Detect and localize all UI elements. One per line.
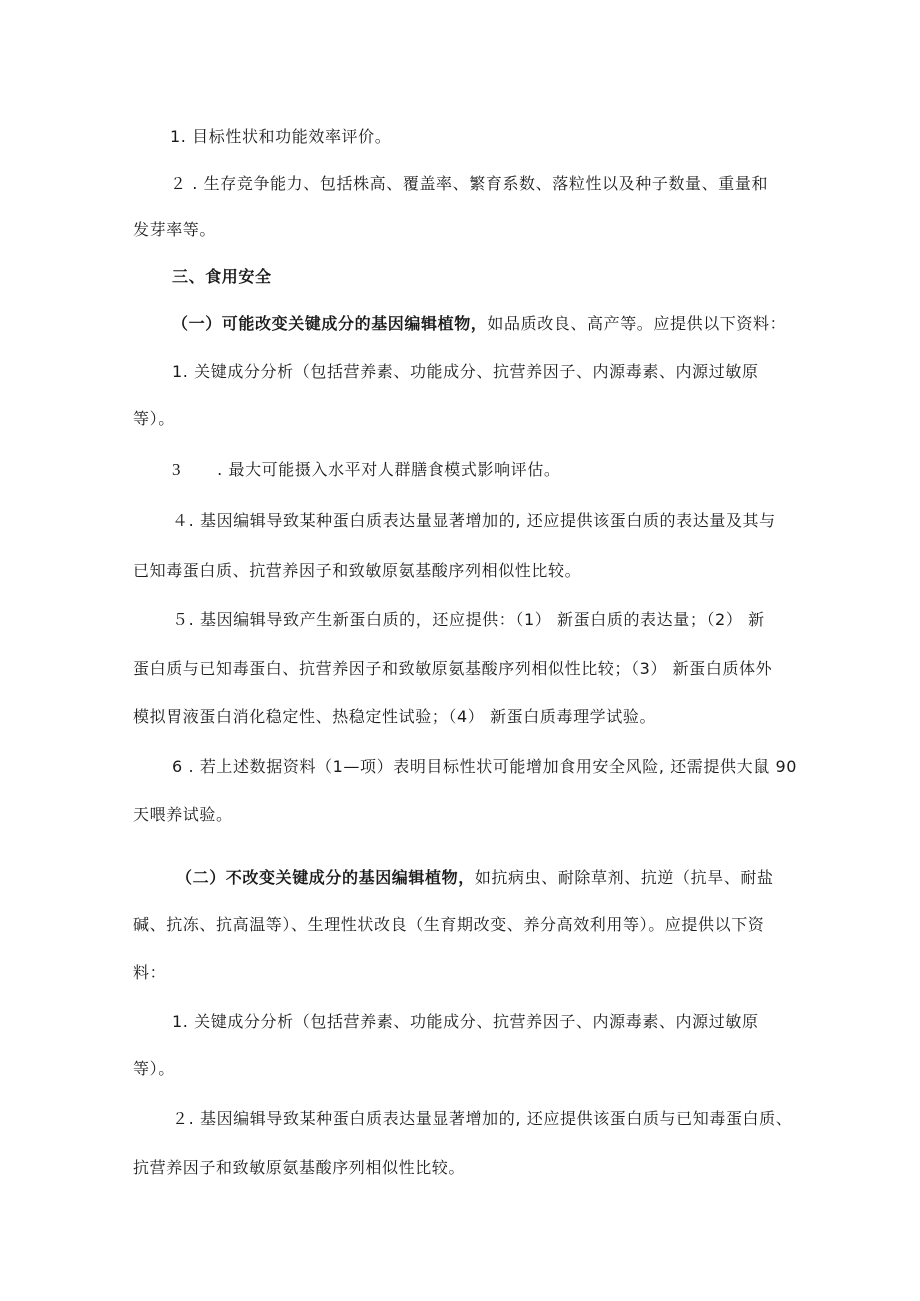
part1-item4-text: . 基因编辑导致某种蛋白质表达量显著增加的, 还应提供该蛋白质的表达量及其与 — [188, 511, 776, 530]
part2-heading-bold: （二）不改变关键成分的基因编辑植物， — [176, 868, 475, 887]
part2-item2-line2: 抗营养因子和致敏原氨基酸序列相似性比较。 — [133, 1158, 466, 1177]
section-heading-food-safety: 三、食用安全 — [172, 267, 272, 286]
part2-heading-line3: 料： — [133, 963, 167, 982]
part1-item1-line2: 等）。 — [133, 409, 175, 428]
part1-item1-line1: 1. 关键成分分析（包括营养素、功能成分、抗营养因子、内源毒素、内源过敏原 — [172, 362, 759, 381]
part1-heading — [172, 313, 786, 335]
part2-item1-line2: 等）。 — [133, 1059, 175, 1078]
part1-item6-line2: 天喂养试验。 — [133, 805, 233, 824]
survival-item-line2: 发芽率等。 — [133, 220, 217, 239]
part1-item4-line2: 已知毒蛋白质、抗营养因子和致敏原氨基酸序列相似性比较。 — [133, 561, 582, 580]
part2-item2-text: . 基因编辑导致某种蛋白质表达量显著增加的, 还应提供该蛋白质与已知毒蛋白质、 — [188, 1109, 793, 1128]
part1-item3-number: 3 — [172, 460, 182, 479]
trait-efficiency-item: 1. 目标性状和功能效率评价。 — [170, 127, 392, 146]
part1-heading-bold: （一）可能改变关键成分的基因编辑植物， — [172, 314, 488, 333]
part2-item2-number: ２ — [172, 1109, 189, 1128]
part1-item5-text: . 基因编辑导致产生新蛋白质的，还应提供：（1） 新蛋白质的表达量；（2） 新 — [188, 610, 765, 629]
part2-item1-line1: 1. 关键成分分析（包括营养素、功能成分、抗营养因子、内源毒素、内源过敏原 — [172, 1012, 759, 1031]
part1-item5-line1 — [172, 609, 765, 631]
part2-item2-line1 — [172, 1108, 792, 1130]
part1-item5-line2: 蛋白质与已知毒蛋白、抗营养因子和致敏原氨基酸序列相似性比较；（3） 新蛋白质体外 — [133, 659, 773, 678]
part2-heading-line1 — [176, 867, 774, 889]
part1-item6-line1: 6 . 若上述数据资料（1—项）表明目标性状可能增加食用安全风险, 还需提供大鼠 90 — [172, 757, 798, 776]
part2-heading-rest: 如抗病虫、耐除草剂、抗逆（抗旱、耐盐 — [474, 868, 774, 887]
part2-heading-line2: 碱、抗冻、抗高温等）、生理性状改良（生育期改变、养分高效利用等）。应提供以下资 — [133, 915, 765, 934]
part1-item4-number: ４ — [172, 511, 189, 530]
part1-item5-line3: 模拟胃液蛋白消化稳定性、热稳定性试验；（4） 新蛋白质毒理学试验。 — [133, 707, 657, 726]
part1-item3 — [172, 459, 560, 481]
part1-item3-text: . 最大可能摄入水平对人群膳食模式影响评估。 — [217, 460, 561, 479]
part1-heading-rest: 如品质改良、高产等。应提供以下资料： — [487, 314, 787, 333]
part1-item5-number: ５ — [172, 610, 189, 629]
survival-item-line1: ２ . 生存竞争能力、包括株高、覆盖率、繁育系数、落粒性以及种子数量、重量和 — [170, 174, 769, 193]
part1-item4-line1 — [172, 510, 776, 532]
